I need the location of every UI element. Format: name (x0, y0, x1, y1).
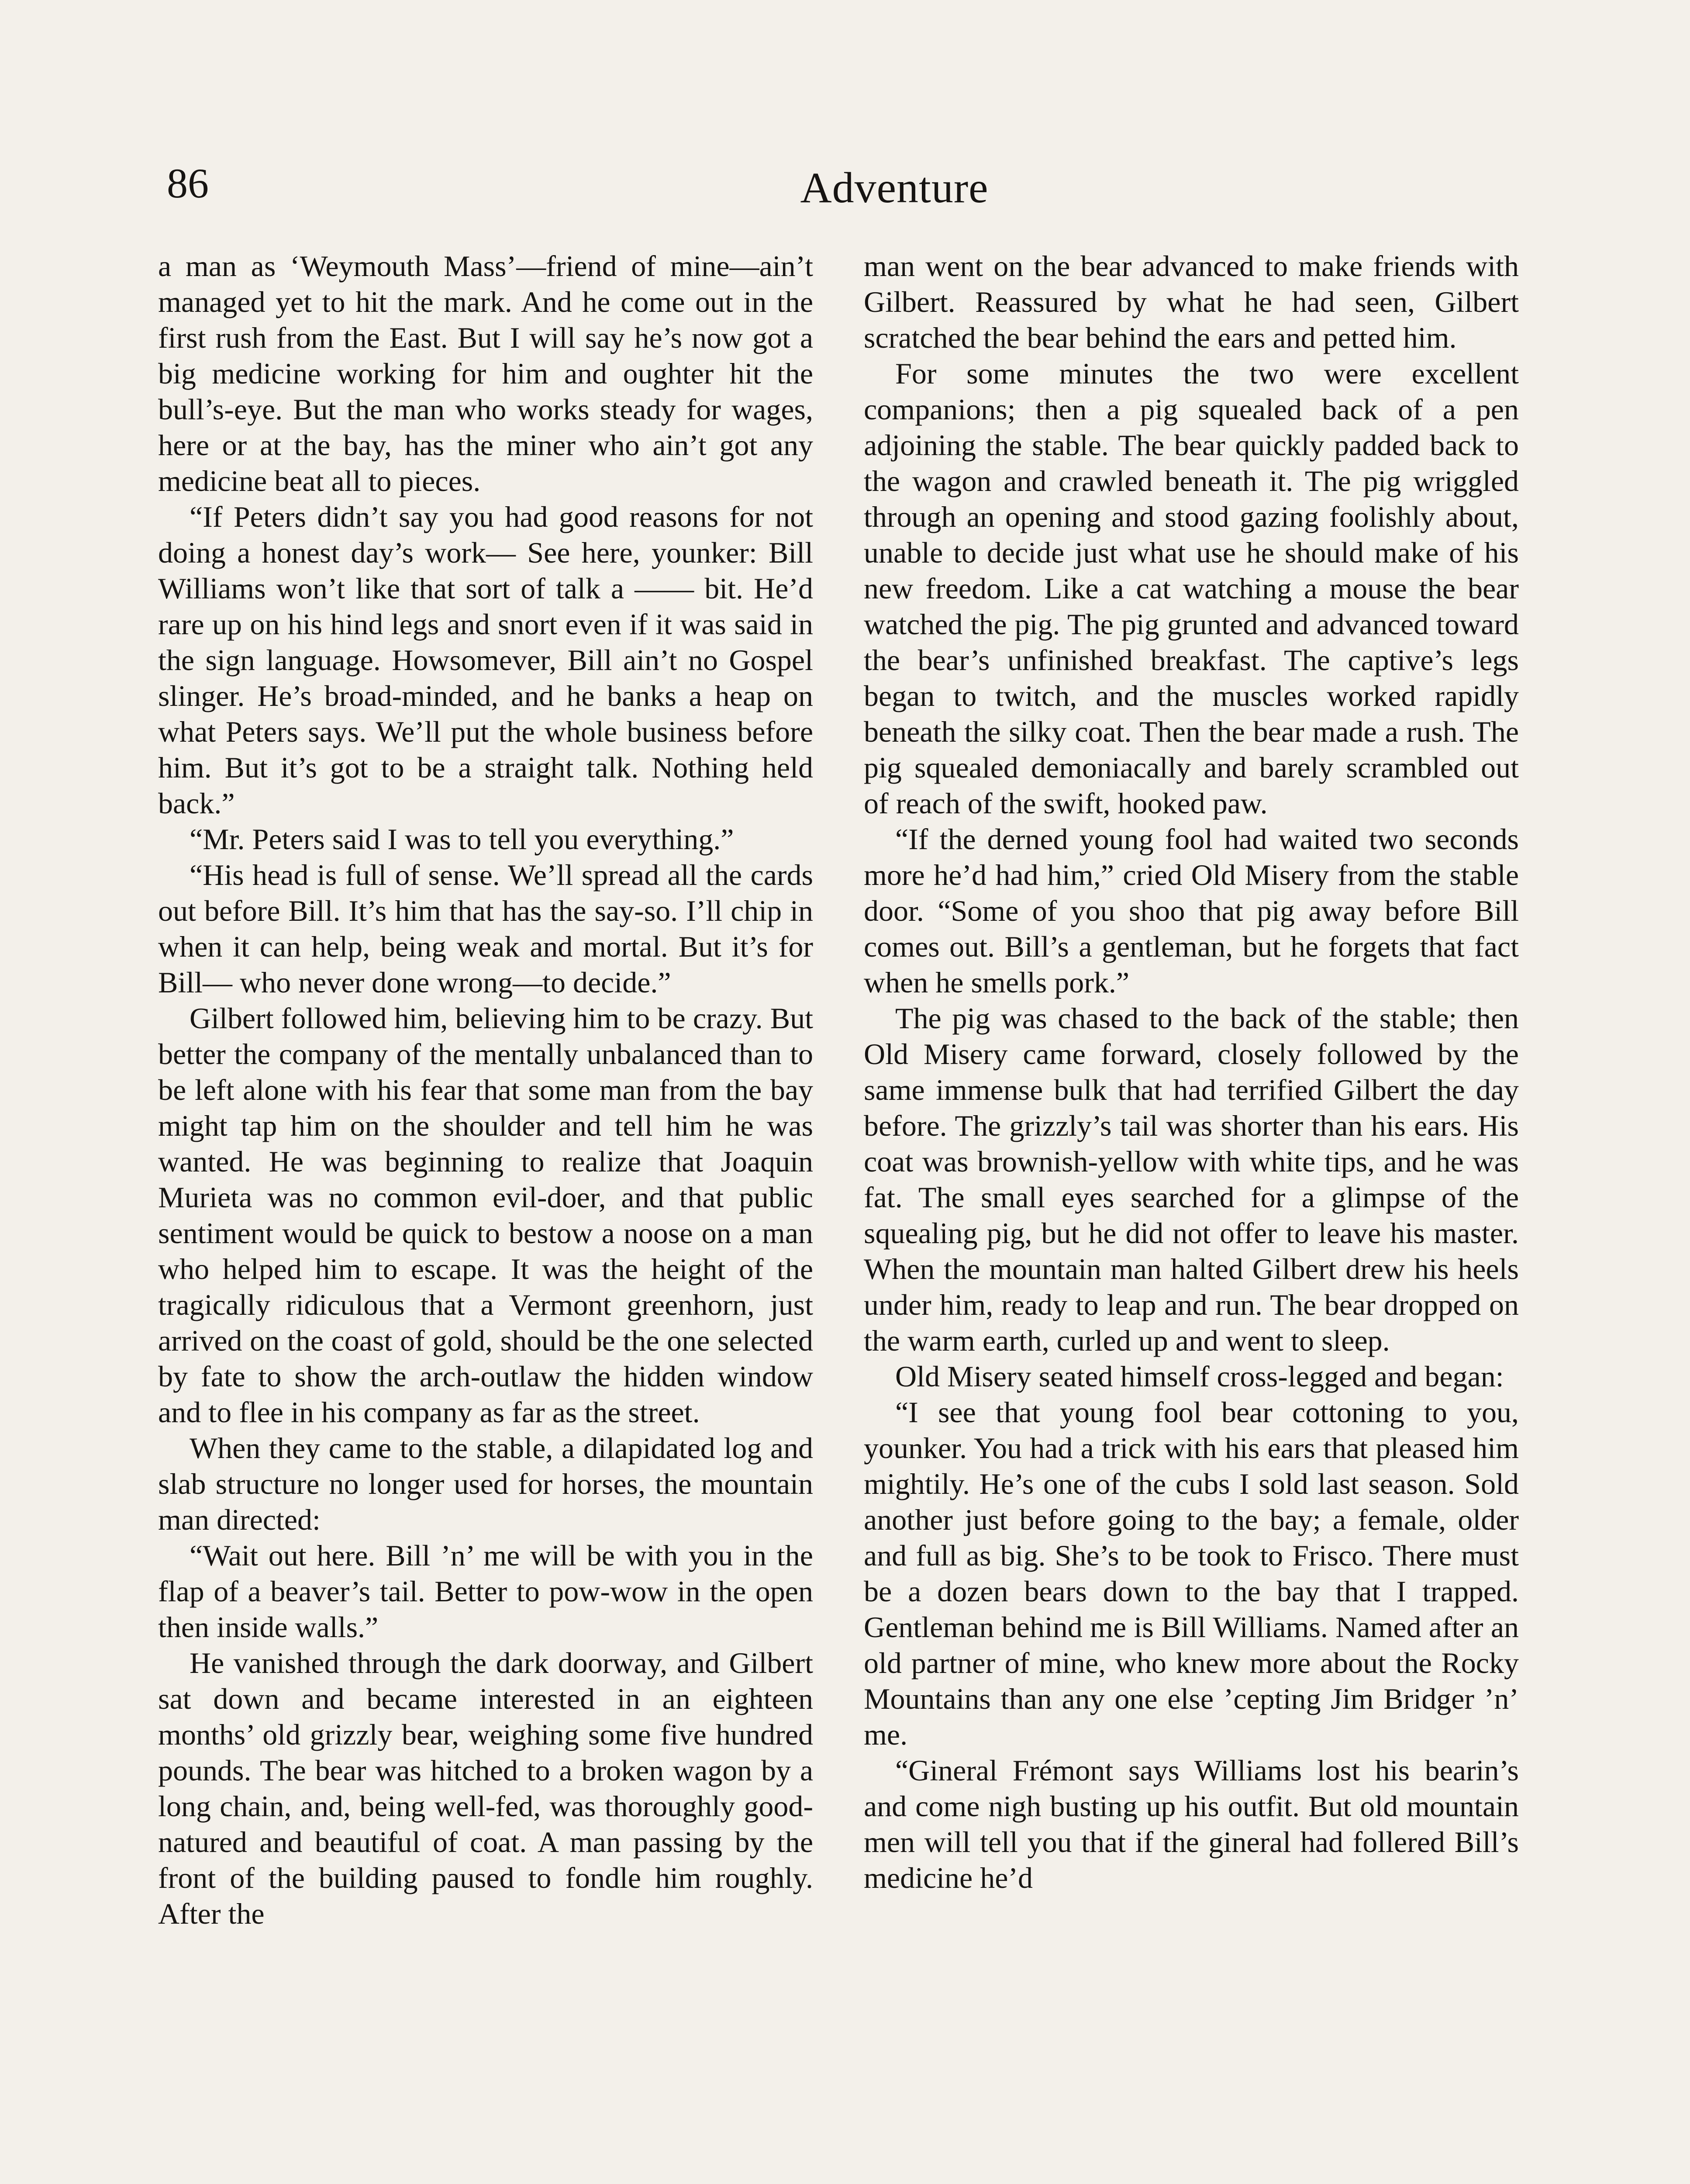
paragraph: When they came to the stable, a dilapidated log and slab structure no longer used for horses, the mountain man directed: (158, 1431, 813, 1536)
paragraph: man went on the bear advanced to make friends with Gilbert. Reassured by what he had seen, Gilbert scratched the bear behind the ears and petted him. (864, 249, 1519, 354)
paragraph: “Mr. Peters said I was to tell you everything.” (190, 822, 734, 856)
paragraph: “I see that young fool bear cottoning to you, younker. You had a trick with his ears that pleased him mightily. He’s one of the cubs I sold last season. Sold another just before going to the bay; a female, older and full as big. She’s to be took to Frisco. There must be a dozen bears down to the bay that I trapped. Gentleman behind me is Bill Williams. Named after an old partner of mine, who knew more about the Rocky Mountains than any one else ’cepting Jim Bridger ’n’ me. (864, 1396, 1519, 1751)
page-number: 86 (167, 160, 209, 207)
paragraph: He vanished through the dark doorway, and Gilbert sat down and became interested in an eighteen months’ old grizzly bear, weighing some five hundred pounds. The bear was hitched to a broken wagon by a long chain, and, being well-fed, was thoroughly good-natured and beautiful of coat. A man passing by the front of the building paused to fondle him roughly. After the (158, 1646, 813, 1930)
paragraph: For some minutes the two were excellent companions; then a pig squealed back of a pen adjoining the stable. The bear quickly padded back to the wagon and crawled beneath it. The pig wriggled through an opening and stood gazing foolishly about, unable to decide just what use he should make of his new freedom. Like a cat watching a mouse the bear watched the pig. The pig grunted and advanced toward the bear’s unfinished breakfast. The captive’s legs began to twitch, and the muscles worked rapidly beneath the silky coat. Then the bear made a rush. The pig squealed demoniacally and barely scrambled out of reach of the swift, hooked paw. (864, 357, 1519, 820)
text-column-right (864, 248, 1519, 1896)
paragraph: Old Misery seated himself cross-legged and began: (895, 1360, 1504, 1393)
paragraph: “If the derned young fool had waited two seconds more he’d had him,” cried Old Misery from the stable door. “Some of you shoo that pig away before Bill comes out. Bill’s a gentleman, but he forgets that fact when he smells pork.” (864, 822, 1519, 999)
paragraph: “If Peters didn’t say you had good reasons for not doing a honest day’s work— See here, younker: Bill Williams won’t like that sort of talk a —— bit. He’d rare up on his hind legs and snort even if it was said in the sign language. Howsomever, Bill ain’t no Gospel slinger. He’s broad-minded, and he banks a heap on what Peters says. We’ll put the whole business before him. But it’s got to be a straight talk. Nothing held back.” (158, 500, 813, 820)
running-head: Adventure (800, 163, 989, 212)
paragraph: The pig was chased to the back of the stable; then Old Misery came forward, closely followed by the same immense bulk that had terrified Gilbert the day before. The grizzly’s tail was shorter than his ears. His coat was brownish-yellow with white tips, and he was fat. The small eyes searched for a glimpse of the squealing pig, but he did not offer to leave his master. When the mountain man halted Gilbert drew his heels under him, ready to leap and run. The bear dropped on the warm earth, curled up and went to sleep. (864, 1002, 1519, 1357)
paragraph: Gilbert followed him, believing him to be crazy. But better the company of the mentally unbalanced than to be left alone with his fear that some man from the bay might tap him on the shoulder and tell him he was wanted. He was beginning to realize that Joaquin Murieta was no common evil-doer, and that public sentiment would be quick to bestow a noose on a man who helped him to escape. It was the height of the tragically ridiculous that a Vermont greenhorn, just arrived on the coast of gold, should be the one selected by fate to show the arch-outlaw the hidden window and to flee in his company as far as the street. (158, 1002, 813, 1429)
paragraph: “His head is full of sense. We’ll spread all the cards out before Bill. It’s him that has the say-so. I’ll chip in when it can help, being weak and mortal. But it’s for Bill— who never done wrong—to decide.” (158, 858, 813, 999)
paragraph: “Wait out here. Bill ’n’ me will be with you in the flap of a beaver’s tail. Better to pow-wow in the open then inside walls.” (158, 1539, 813, 1644)
page-header (167, 157, 1622, 223)
paragraph: a man as ‘Weymouth Mass’—friend of mine—ain’t managed yet to hit the mark. And he come out in the first rush from the East. But I will say he’s now got a big medicine working for him and oughter hit the bull’s-eye. But the man who works steady for wages, here or at the bay, has the miner who ain’t got any medicine beat all to pieces. (158, 249, 813, 498)
text-column-left (158, 248, 813, 1932)
paragraph: “Gineral Frémont says Williams lost his bearin’s and come nigh busting up his outfit. But old mountain men will tell you that if the gineral had follered Bill’s medicine he’d (864, 1754, 1519, 1894)
